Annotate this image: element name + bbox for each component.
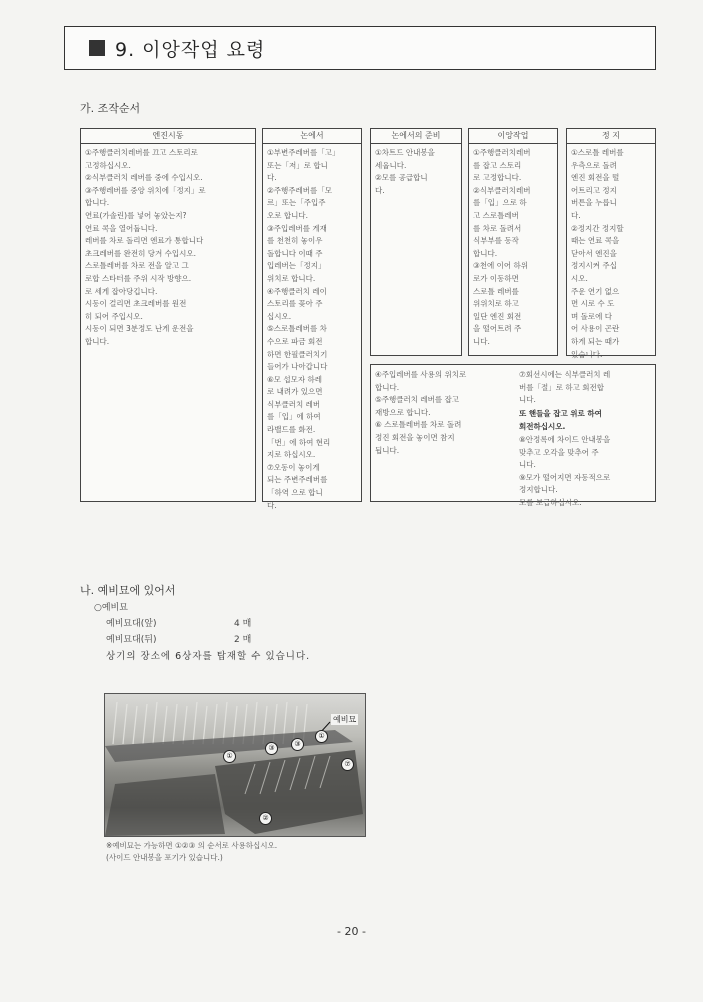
photo-caption-2: (사이드 안내봉을 포기가 있습니다.) xyxy=(106,853,223,862)
box-operation-right-bold: 또 핸들을 잡고 위로 하여 회전하십시오. xyxy=(519,409,602,431)
spare-row-rear-qty: 2 매 xyxy=(234,635,252,645)
photo-marker-2: ② xyxy=(259,812,272,825)
section-b-heading: 나. 예비묘에 있어서 xyxy=(80,584,176,597)
box-paddy-head: 논에서 xyxy=(263,129,361,144)
spare-row-front-label: 예비묘대(앞) xyxy=(106,619,157,629)
spare-seedling-heading: ○예비묘 xyxy=(94,603,128,613)
box-engine-start xyxy=(80,128,256,502)
box-operation-right-text: ⑦회선시에는 식부클러치 레 버를「절」로 하고 회전합 니다. xyxy=(519,370,611,405)
photo-marker-1b: ① xyxy=(315,730,328,743)
spare-row-front-qty: 4 매 xyxy=(234,619,252,629)
page-number: - 20 - xyxy=(337,925,366,938)
box-engine-start-body: ①주행클러치레버를 끄고 스토리로 고정하십시오. ②식부클러치 레버를 중에 수입시오. ③주행레버를 중앙 위치에「정지」로 합니다. 연료(가솔린)를 넣어 놓았는지? 연료 콕을 열어둡니다. 레버를 차로 돌리면 엔료가 통합니다 초크레버를 완전히 당겨 수입시오. 스로틀레버를 차로 전을 알고 그 로합 스타터를 주위 시작 방향으. 로 세게 잡아당깁니다. 시동이 걸리면 초크레버를 원전 히 되어 주입시오. 시동이 되면 3분정도 난게 운전을 합니다. xyxy=(85,148,206,346)
box-stop-body: ①스로틀 레버를 우측으로 돌려 엔진 회전을 떨 어트리고 정지 버튼을 누릅니 다. ②정지간 정지할 때는 연료 콕을 닫아서 엔진을 정지시켜 주십 시오. 주운 연기 없으 면 시로 수 도 며 돌로에 다 어 사용이 곤란 하게 되는 때가 있습니다. xyxy=(571,148,624,359)
title-bullet-icon xyxy=(89,40,105,56)
box-stop xyxy=(566,128,656,359)
box-preparation-body: ①차트드 안내봉을 세웁니다. ②모를 공급합니 다. xyxy=(375,148,435,195)
box-preparation xyxy=(370,128,462,356)
box-transplanting-head: 이앙작업 xyxy=(469,129,557,144)
photo-marker-1: ① xyxy=(223,750,236,763)
page-title: 9. 이앙작업 요령 xyxy=(115,38,266,61)
spare-row-rear-label: 예비묘대(뒤) xyxy=(106,635,157,645)
transplanter-photo xyxy=(104,693,366,837)
box-stop-head: 정 지 xyxy=(567,129,655,144)
photo-caption-1: ※예비묘는 가능하면 ①②③ 의 순서로 사용하십시오. xyxy=(106,841,278,850)
photo-marker-3: ③ xyxy=(265,742,278,755)
photo-label-spare: 예비묘 xyxy=(333,715,357,724)
section-a-heading: 가. 조작순서 xyxy=(80,102,141,115)
spare-capacity-note: 상기의 장소에 6상자를 탑재할 수 있습니다. xyxy=(106,651,311,662)
box-transplanting-body: ①주행클러치레버 를 잡고 스토리 로 고정합니다. ②식부클러치레버 를「입」으로 하 고 스로틀레버 를 차로 돌려서 식부부를 동작 합니다. ③천에 이어 하위 로가 이동하면 스로틀 레버를 위위치로 하고 일단 엔진 회전 을 떨어트려 주 니다. xyxy=(473,148,531,346)
box-paddy xyxy=(262,128,362,510)
photo-marker-7: ⑦ xyxy=(341,758,354,771)
box-operation-right-text-2: ⑧안정록에 차이드 안내봉을 맞추고 오각을 맞추어 주 니다. ⑨모가 떨어지면 자동적으로 정지합니다. 모를 보급하십시오. xyxy=(519,435,611,507)
box-operation-left-text: ④주입레버를 사용의 위치로 합니다. ⑤주행클러치 레버를 잡고 재방으로 합니다. ⑥ 스로틀레버를 차로 돌려 정진 회전을 놓이면 참지 됩니다. xyxy=(375,370,467,455)
box-paddy-body: ①부변주레버를「고」 또는「저」로 합니 다. ②주행주레버를「모 르」또는「주입주 오로 합니다. ③주입레버를 게재 를 천천히 놓이우 돌합니다 이때 주 입레버는「정지」 위치로 합니다. ④주행클러치 레이 스토리를 꽂아 주 십시오. ⑤스로틀레버를 차 수으로 파금 회전 하면 한필클러치기 들어가 나아갑니다 ⑥모 섭모자 하레 로 내려가 있으면 식부클러치 레버 를「입」에 하여 라밸드를 화전. 「번」에 하여 현리 지로 하십시오. ⑦오동이 놓이게 되는 주변주레버를 「하역 으로 합니 다. xyxy=(267,148,340,510)
photo-marker-3b: ③ xyxy=(291,738,304,751)
box-transplanting xyxy=(468,128,558,356)
box-operation-continued xyxy=(370,364,656,507)
transplanter-photo-drawing xyxy=(105,694,365,836)
box-preparation-head: 논에서의 준비 xyxy=(371,129,461,144)
title-box xyxy=(64,26,656,70)
box-engine-start-head: 엔진시동 xyxy=(81,129,255,144)
